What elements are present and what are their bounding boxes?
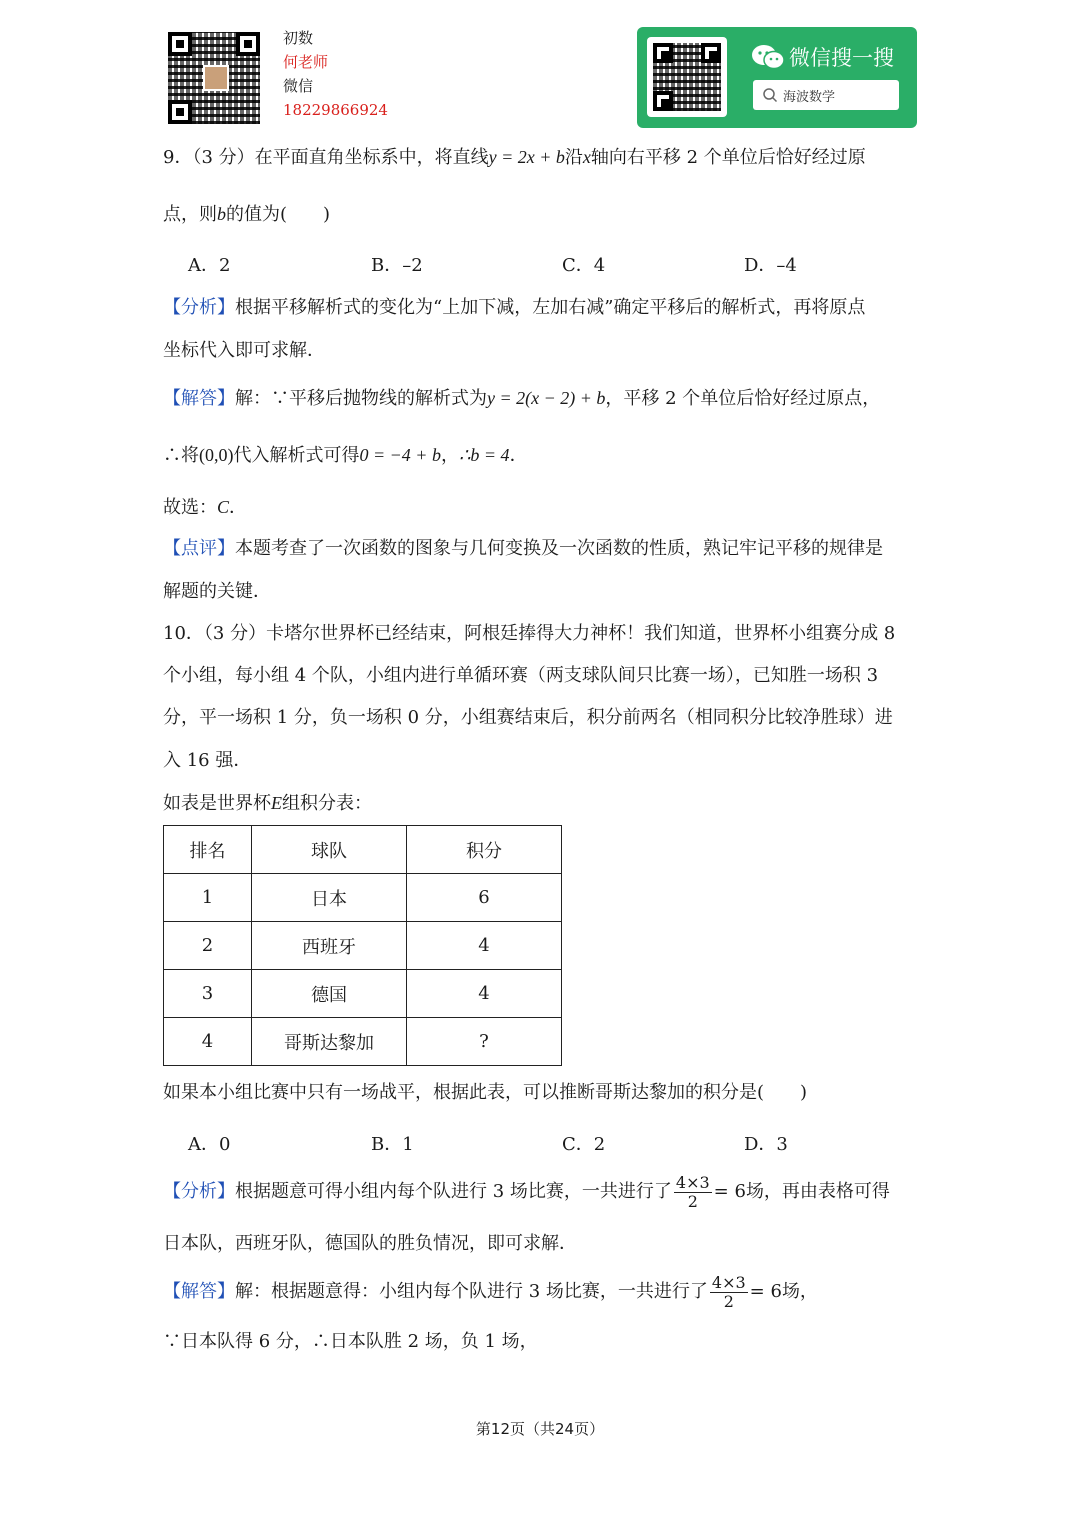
q10-option-b: B．1 [371, 1134, 414, 1155]
wechat-search-text: 海波数学 [783, 90, 836, 105]
contact-label-2: 微信 [283, 77, 314, 95]
q10-table-intro: 如表是世界杯E组积分表： [163, 793, 372, 814]
fraction: $\frac{4\times 3}{2}$ [675, 1172, 710, 1211]
q10-answer-line-1: 【解答】解：根据题意得：小组内每个队进行 3 场比赛，一共进行了 $\frac{4\times 3}{2}$ = 6场， [163, 1272, 818, 1311]
table-header-cell: 排名 [164, 826, 252, 874]
q10-analysis-line-1: 【分析】根据题意可得小组内每个队进行 3 场比赛，一共进行了 $\frac{4\times 3}{2}$ = 6场，再由表格可得 [163, 1172, 890, 1211]
q10-stem-line-2: 个小组，每小组 4 个队，小组内进行单循环赛（两支球队间只比赛一场），已知胜一场积 3 [163, 665, 879, 686]
page-footer: 第12页（共24页） [475, 1420, 605, 1438]
q10-option-a: A．0 [188, 1134, 231, 1155]
group-e-score-table [163, 825, 562, 1066]
q9-analysis-line-1: 【分析】根据平移解析式的变化为“上加下减，左加右减”确定平移后的解析式，再将原点 [163, 297, 866, 318]
q9-analysis-line-2: 坐标代入即可求解． [163, 340, 325, 361]
q10-option-c: C．2 [562, 1134, 606, 1155]
table-cell: 4 [407, 922, 562, 970]
table-cell: 德国 [252, 970, 407, 1018]
avatar [203, 65, 229, 91]
table-row [164, 970, 562, 1018]
contact-phone: 18229866924 [283, 101, 388, 119]
wechat-qr-code [647, 37, 727, 117]
table-row [164, 922, 562, 970]
q10-answer-line-2: ∵日本队得 6 分，∴日本队胜 2 场，负 1 场， [163, 1331, 538, 1352]
q10-stem-line-3: 分，平一场积 1 分，负一场积 0 分，小组赛结束后，积分前两名（相同积分比较净胜球）进 [163, 707, 893, 728]
table-cell: 2 [164, 922, 252, 970]
table-row [164, 1018, 562, 1066]
table-cell: 1 [164, 874, 252, 922]
q10-stem-line-1: 10．（3 分）卡塔尔世界杯已经结束，阿根廷捧得大力神杯！我们知道，世界杯小组赛分成 8 [163, 623, 896, 644]
contact-qr-code [168, 32, 260, 124]
q10-question: 如果本小组比赛中只有一场战平，根据此表，可以推断哥斯达黎加的积分是( ) [163, 1082, 808, 1103]
table-cell: ? [407, 1018, 562, 1066]
q9-answer-line-2: ∴将(0,0)代入解析式可得0 = −4 + b，∴b = 4． [163, 445, 528, 466]
q9-answer-line-1: 【解答】解：∵平移后抛物线的解析式为y = 2(x − 2) + b，平移 2 个单位后恰好经过原点， [163, 388, 881, 409]
table-cell: 西班牙 [252, 922, 407, 970]
wechat-logo-icon [751, 44, 785, 70]
table-header-row [164, 826, 562, 874]
wechat-search-title: 微信搜一搜 [789, 46, 894, 70]
table-row [164, 874, 562, 922]
q9-choice: 故选：C． [163, 497, 248, 518]
table-cell: 4 [164, 1018, 252, 1066]
q9-option-d: D．–4 [744, 255, 797, 276]
table-cell: 哥斯达黎加 [252, 1018, 407, 1066]
table-header-cell: 积分 [407, 826, 562, 874]
q9-option-b: B．–2 [371, 255, 423, 276]
q9-stem-line-1: 9．（3 分）在平面直角坐标系中，将直线y = 2x + b沿x轴向右平移 2 个单位后恰好经过原 [163, 147, 866, 168]
table-header-cell: 球队 [252, 826, 407, 874]
table-cell: 日本 [252, 874, 407, 922]
q10-stem-line-4: 入 16 强． [163, 750, 252, 771]
fraction: $\frac{4\times 3}{2}$ [711, 1272, 746, 1311]
q9-stem-line-2: 点，则b的值为( ) [163, 204, 331, 225]
q9-review-line-2: 解题的关键． [163, 581, 271, 602]
q10-option-d: D．3 [744, 1134, 788, 1155]
q9-option-c: C．4 [562, 255, 606, 276]
table-cell: 4 [407, 970, 562, 1018]
table-cell: 3 [164, 970, 252, 1018]
contact-label-1: 初数 [283, 29, 314, 47]
search-icon [762, 87, 778, 103]
q9-review-line-1: 【点评】本题考查了一次函数的图象与几何变换及一次函数的性质，熟记牢记平移的规律是 [163, 538, 883, 559]
table-cell: 6 [407, 874, 562, 922]
q10-analysis-line-2: 日本队，西班牙队，德国队的胜负情况，即可求解． [163, 1233, 577, 1254]
contact-name: 何老师 [283, 53, 329, 71]
wechat-search-banner [637, 27, 917, 128]
q9-option-a: A．2 [188, 255, 231, 276]
wechat-search-input[interactable] [753, 80, 899, 110]
